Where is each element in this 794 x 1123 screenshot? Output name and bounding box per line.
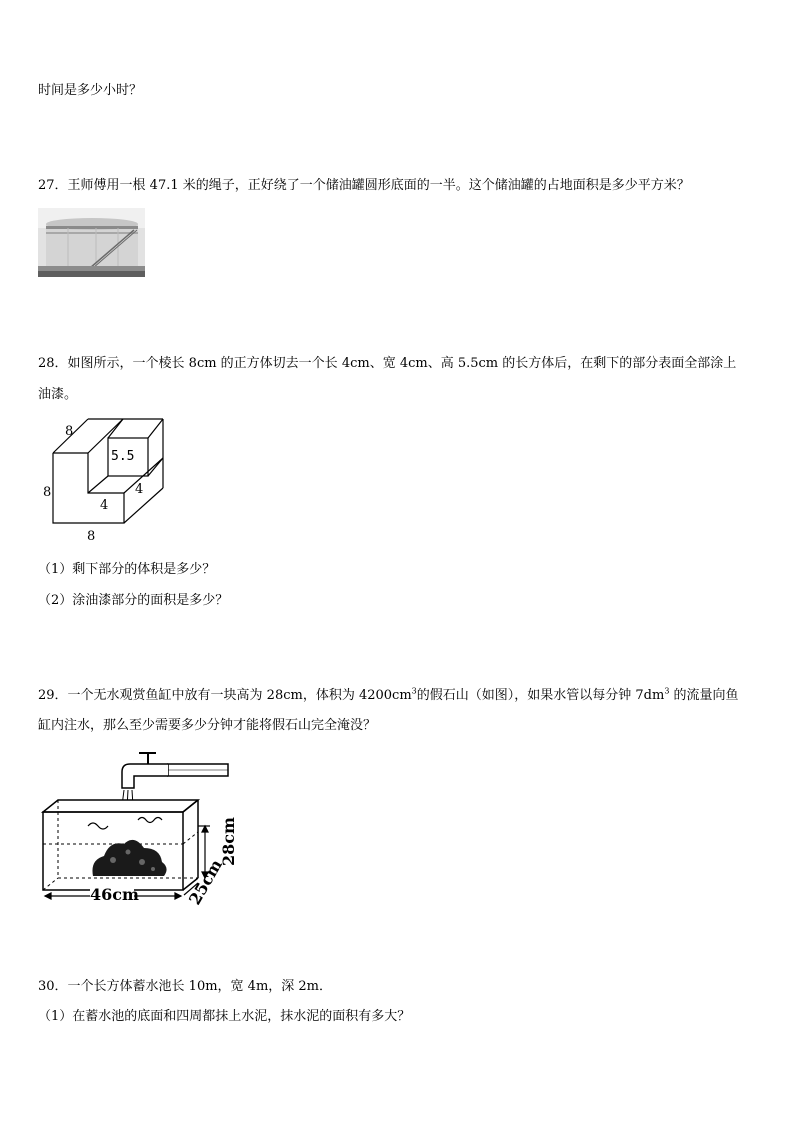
cut-front-label: 4 bbox=[100, 498, 109, 513]
q26-tail-text: 时间是多少小时？ bbox=[38, 83, 143, 98]
q28-subquestion-2: （2）涂油漆部分的面积是多少？ bbox=[38, 593, 229, 608]
tank-height-label: 28cm bbox=[219, 817, 238, 866]
cube-cutout-figure bbox=[38, 418, 168, 546]
q27-question-text: 27．王师傅用一根 47.1 米的绳子，正好绕了一个储油罐圆形底面的一半。这个储油罐的占地面积是多少平方米？ bbox=[38, 178, 690, 193]
cut-height-label: 5.5 bbox=[111, 449, 135, 464]
tank-length-label: 46cm bbox=[90, 885, 139, 904]
q29-question-line1: 29．一个无水观赏鱼缸中放有一块高为 28cm，体积为 $4200cm^3$的假石山（如图），如果水管以每分钟 $7dm^3$ 的流量向鱼 bbox=[38, 686, 739, 703]
tank-width-label: 25cm bbox=[185, 856, 226, 908]
q30-subquestion-1: （1）在蓄水池的底面和四周都抹上水泥，抹水泥的面积有多大？ bbox=[38, 1009, 411, 1024]
q28-question-line1: 28．如图所示，一个棱长 8cm 的正方体切去一个长 4cm、宽 4cm、高 5.5cm 的长方体后，在剩下的部分表面全部涂上 bbox=[38, 356, 737, 371]
cube-left-label: 8 bbox=[43, 485, 52, 500]
cut-side-label: 4 bbox=[135, 482, 144, 497]
oil-tank-photo bbox=[38, 208, 145, 277]
q30-question-line1: 30．一个长方体蓄水池长 10m，宽 4m，深 2m． bbox=[38, 979, 333, 994]
q28-question-line2: 油漆。 bbox=[38, 387, 78, 402]
fish-tank-figure bbox=[38, 748, 248, 908]
q28-subquestion-1: （1）剩下部分的体积是多少？ bbox=[38, 562, 216, 577]
cube-top-label: 8 bbox=[65, 424, 74, 439]
rockery-icon bbox=[92, 840, 166, 876]
q29-question-line2: 缸内注水，那么至少需要多少分钟才能将假石山完全淹没？ bbox=[38, 718, 377, 733]
cube-bottom-label: 8 bbox=[87, 529, 96, 544]
